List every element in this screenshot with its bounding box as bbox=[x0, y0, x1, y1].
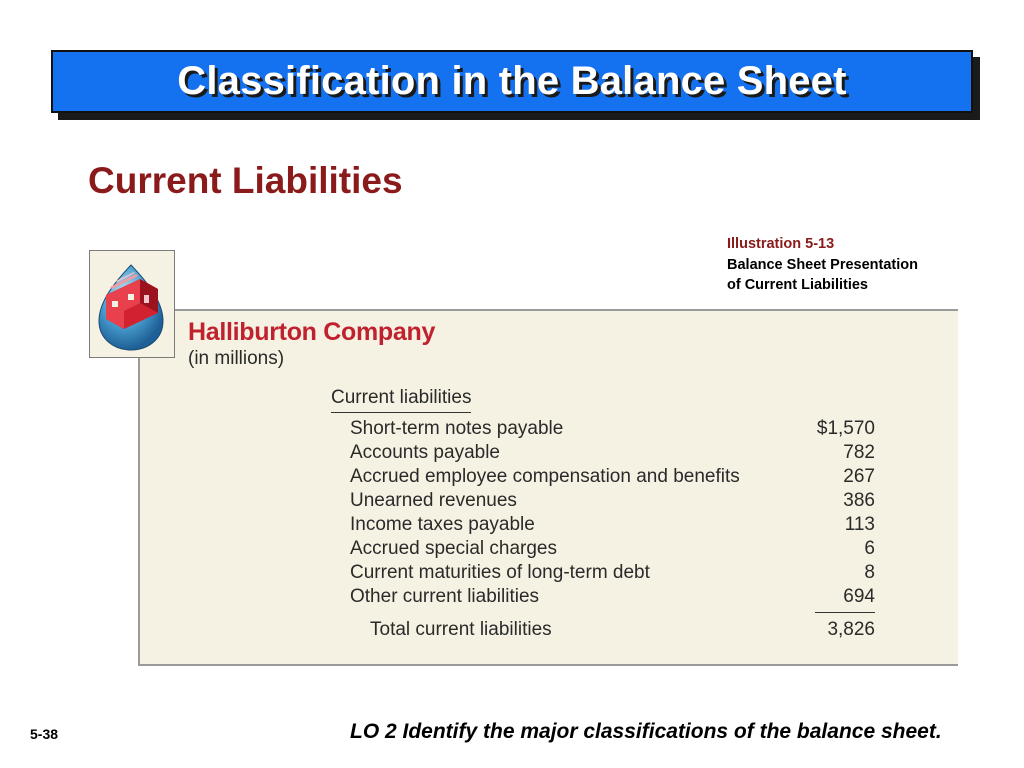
line-item-amount: 6 bbox=[864, 538, 875, 559]
line-item-amount: 782 bbox=[843, 442, 875, 463]
illustration-caption-line: of Current Liabilities bbox=[727, 277, 868, 293]
line-item-label: Current maturities of long-term debt bbox=[350, 562, 650, 583]
line-item bbox=[350, 466, 875, 490]
line-item-amount: 386 bbox=[843, 490, 875, 511]
line-item-label: Unearned revenues bbox=[350, 490, 517, 511]
line-item bbox=[350, 514, 875, 538]
line-item bbox=[350, 442, 875, 466]
slide-subtitle: Current Liabilities bbox=[88, 160, 403, 201]
line-item-label: Accounts payable bbox=[350, 442, 500, 463]
line-item-amount: 694 bbox=[843, 586, 875, 607]
total-label: Total current liabilities bbox=[370, 619, 552, 640]
line-item bbox=[350, 586, 875, 610]
line-item-amount: 267 bbox=[843, 466, 875, 487]
company-logo bbox=[89, 250, 175, 358]
line-item-label: Accrued employee compensation and benefits bbox=[350, 466, 740, 487]
line-item-amount: $1,570 bbox=[816, 418, 875, 439]
title-bar bbox=[51, 50, 973, 113]
sum-underline bbox=[815, 612, 875, 613]
units-label: (in millions) bbox=[188, 348, 285, 369]
line-item bbox=[350, 490, 875, 514]
slide-number: 5-38 bbox=[30, 726, 59, 742]
line-item-amount: 8 bbox=[864, 562, 875, 583]
line-item bbox=[350, 562, 875, 586]
total-row bbox=[370, 619, 875, 643]
company-logo-icon bbox=[90, 251, 173, 356]
slide-title: Classification in the Balance Sheet bbox=[177, 59, 847, 103]
line-item-amount: 113 bbox=[844, 514, 875, 535]
line-item-label: Income taxes payable bbox=[350, 514, 535, 535]
illustration-caption-line: Balance Sheet Presentation bbox=[727, 256, 918, 273]
company-name: Halliburton Company bbox=[188, 318, 436, 346]
line-item-label: Accrued special charges bbox=[350, 538, 557, 559]
total-amount: 3,826 bbox=[827, 619, 875, 640]
line-item bbox=[350, 538, 875, 562]
learning-objective: LO 2 Identify the major classifications of the balance sheet. bbox=[350, 720, 942, 743]
illustration-caption bbox=[727, 234, 918, 296]
line-item-label: Short-term notes payable bbox=[350, 418, 564, 439]
line-item-label: Other current liabilities bbox=[350, 586, 540, 607]
illustration-number: Illustration 5-13 bbox=[727, 236, 835, 252]
section-heading: Current liabilities bbox=[331, 387, 471, 413]
line-item bbox=[350, 418, 875, 442]
